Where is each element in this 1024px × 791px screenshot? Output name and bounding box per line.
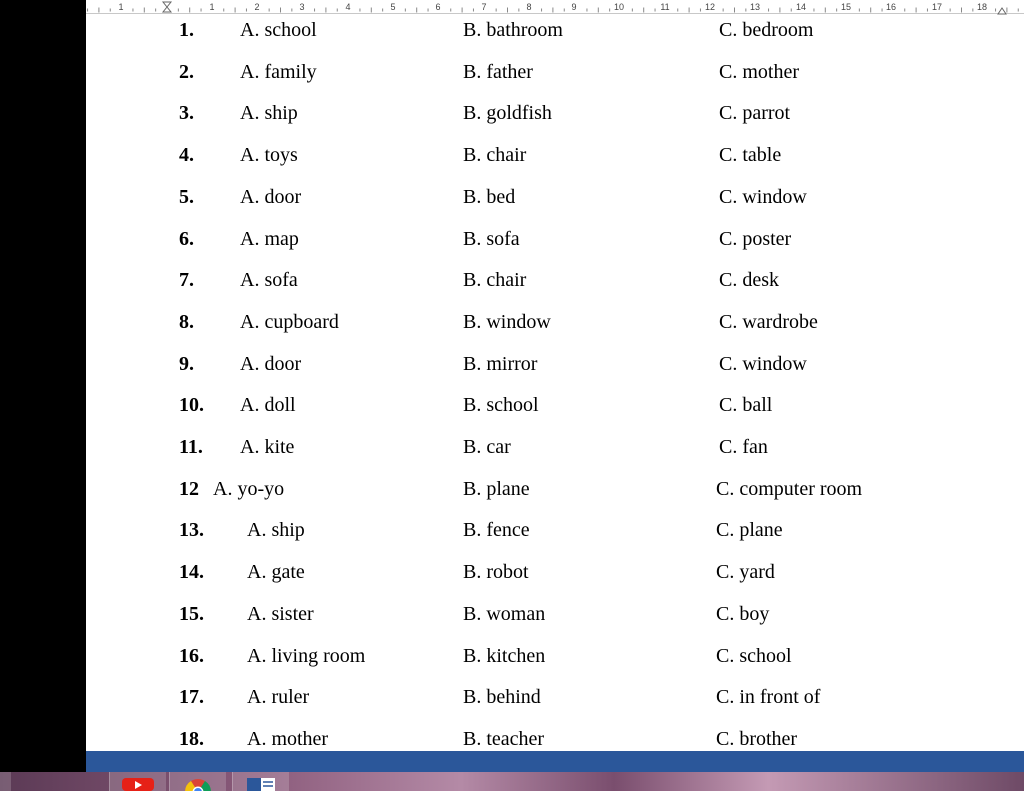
option-c: C. desk bbox=[719, 269, 779, 291]
option-b: B. bathroom bbox=[463, 19, 563, 41]
status-bar bbox=[86, 751, 1024, 772]
taskbar-button-partial[interactable] bbox=[0, 772, 11, 791]
option-b: B. mirror bbox=[463, 353, 538, 375]
option-c: C. fan bbox=[719, 436, 768, 458]
option-a: A. yo-yo bbox=[213, 478, 285, 500]
taskbar bbox=[0, 772, 1024, 791]
option-c: C. bedroom bbox=[719, 19, 814, 41]
ruler-number: 12 bbox=[704, 2, 716, 12]
option-a: A. ship bbox=[240, 102, 298, 124]
option-b: B. bed bbox=[463, 186, 516, 208]
ruler-number: 4 bbox=[345, 2, 351, 12]
ruler-number: 18 bbox=[976, 2, 988, 12]
option-a: A. cupboard bbox=[240, 311, 339, 333]
option-a: A. living room bbox=[247, 645, 366, 667]
option-b: B. behind bbox=[463, 686, 541, 708]
ruler-number: 15 bbox=[840, 2, 852, 12]
question-number: 4. bbox=[179, 144, 194, 166]
ruler-number: 9 bbox=[571, 2, 577, 12]
option-b: B. woman bbox=[463, 603, 546, 625]
youtube-icon bbox=[122, 778, 154, 791]
option-a: A. ruler bbox=[247, 686, 310, 708]
question-number: 11. bbox=[179, 436, 203, 458]
word-icon bbox=[247, 778, 275, 791]
option-c: C. wardrobe bbox=[719, 311, 818, 333]
question-row bbox=[86, 598, 1024, 630]
option-b: B. plane bbox=[463, 478, 530, 500]
question-number: 13. bbox=[179, 519, 204, 541]
chrome-icon bbox=[184, 778, 212, 791]
question-number: 5. bbox=[179, 186, 194, 208]
ruler-number: 6 bbox=[435, 2, 441, 12]
document-page[interactable] bbox=[86, 0, 1024, 751]
question-number: 17. bbox=[179, 686, 204, 708]
option-a: A. doll bbox=[240, 394, 296, 416]
taskbar-button-youtube[interactable] bbox=[109, 772, 166, 791]
ruler-number: 17 bbox=[931, 2, 943, 12]
ruler-number: 1 bbox=[118, 2, 124, 12]
option-a: A. family bbox=[240, 61, 317, 83]
question-row bbox=[86, 473, 1024, 505]
question-row bbox=[86, 139, 1024, 171]
option-a: A. sofa bbox=[240, 269, 298, 291]
question-row bbox=[86, 181, 1024, 213]
option-b: B. fence bbox=[463, 519, 530, 541]
option-c: C. boy bbox=[716, 603, 770, 625]
option-b: B. father bbox=[463, 61, 533, 83]
question-row bbox=[86, 431, 1024, 463]
option-c: C. brother bbox=[716, 728, 798, 750]
question-number: 3. bbox=[179, 102, 194, 124]
question-row bbox=[86, 514, 1024, 546]
option-c: C. yard bbox=[716, 561, 775, 583]
option-a: A. sister bbox=[247, 603, 314, 625]
option-c: C. window bbox=[719, 186, 807, 208]
option-c: C. parrot bbox=[719, 102, 791, 124]
option-b: B. school bbox=[463, 394, 539, 416]
option-c: C. mother bbox=[719, 61, 799, 83]
option-b: B. window bbox=[463, 311, 551, 333]
question-row bbox=[86, 97, 1024, 129]
question-number: 6. bbox=[179, 228, 194, 250]
question-row bbox=[86, 264, 1024, 296]
question-row bbox=[86, 389, 1024, 421]
ruler-number: 16 bbox=[885, 2, 897, 12]
ruler-number: 7 bbox=[481, 2, 487, 12]
ruler-number: 2 bbox=[254, 2, 260, 12]
option-c: C. school bbox=[716, 645, 792, 667]
option-c: C. computer room bbox=[716, 478, 863, 500]
question-list bbox=[86, 0, 1024, 751]
taskbar-button-chrome[interactable] bbox=[169, 772, 226, 791]
question-number: 14. bbox=[179, 561, 204, 583]
option-a: A. ship bbox=[247, 519, 305, 541]
ruler-number: 5 bbox=[390, 2, 396, 12]
option-a: A. door bbox=[240, 186, 302, 208]
question-number: 2. bbox=[179, 61, 194, 83]
question-row bbox=[86, 56, 1024, 88]
option-c: C. plane bbox=[716, 519, 783, 541]
question-number: 16. bbox=[179, 645, 204, 667]
ruler-number: 13 bbox=[749, 2, 761, 12]
ruler-number: 10 bbox=[613, 2, 625, 12]
ruler-number: 14 bbox=[795, 2, 807, 12]
option-c: C. window bbox=[719, 353, 807, 375]
taskbar-button-word[interactable] bbox=[232, 772, 289, 791]
option-b: B. robot bbox=[463, 561, 529, 583]
option-a: A. mother bbox=[247, 728, 329, 750]
option-a: A. door bbox=[240, 353, 302, 375]
option-b: B. sofa bbox=[463, 228, 520, 250]
question-number: 7. bbox=[179, 269, 194, 291]
option-a: A. school bbox=[240, 19, 317, 41]
question-number: 15. bbox=[179, 603, 204, 625]
option-b: B. teacher bbox=[463, 728, 545, 750]
question-row bbox=[86, 556, 1024, 588]
option-b: B. goldfish bbox=[463, 102, 552, 124]
option-c: C. table bbox=[719, 144, 782, 166]
option-b: B. car bbox=[463, 436, 511, 458]
option-b: B. chair bbox=[463, 269, 527, 291]
question-row bbox=[86, 14, 1024, 46]
option-a: A. toys bbox=[240, 144, 298, 166]
question-number: 8. bbox=[179, 311, 194, 333]
ruler-number: 3 bbox=[299, 2, 305, 12]
question-row bbox=[86, 681, 1024, 713]
question-row bbox=[86, 723, 1024, 751]
question-number: 12 bbox=[179, 478, 199, 500]
question-number: 10. bbox=[179, 394, 204, 416]
question-row bbox=[86, 223, 1024, 255]
option-a: A. gate bbox=[247, 561, 305, 583]
ruler-number: 11 bbox=[660, 2, 670, 12]
question-row bbox=[86, 306, 1024, 338]
option-c: C. in front of bbox=[716, 686, 821, 708]
question-row bbox=[86, 348, 1024, 380]
option-b: B. chair bbox=[463, 144, 527, 166]
question-number: 9. bbox=[179, 353, 194, 375]
option-a: A. kite bbox=[240, 436, 295, 458]
option-c: C. ball bbox=[719, 394, 773, 416]
question-number: 18. bbox=[179, 728, 204, 750]
ruler-number: 1 bbox=[209, 2, 215, 12]
ruler-number: 8 bbox=[526, 2, 532, 12]
option-a: A. map bbox=[240, 228, 299, 250]
question-number: 1. bbox=[179, 19, 194, 41]
question-row bbox=[86, 640, 1024, 672]
option-c: C. poster bbox=[719, 228, 792, 250]
left-gutter bbox=[0, 0, 86, 751]
option-b: B. kitchen bbox=[463, 645, 546, 667]
